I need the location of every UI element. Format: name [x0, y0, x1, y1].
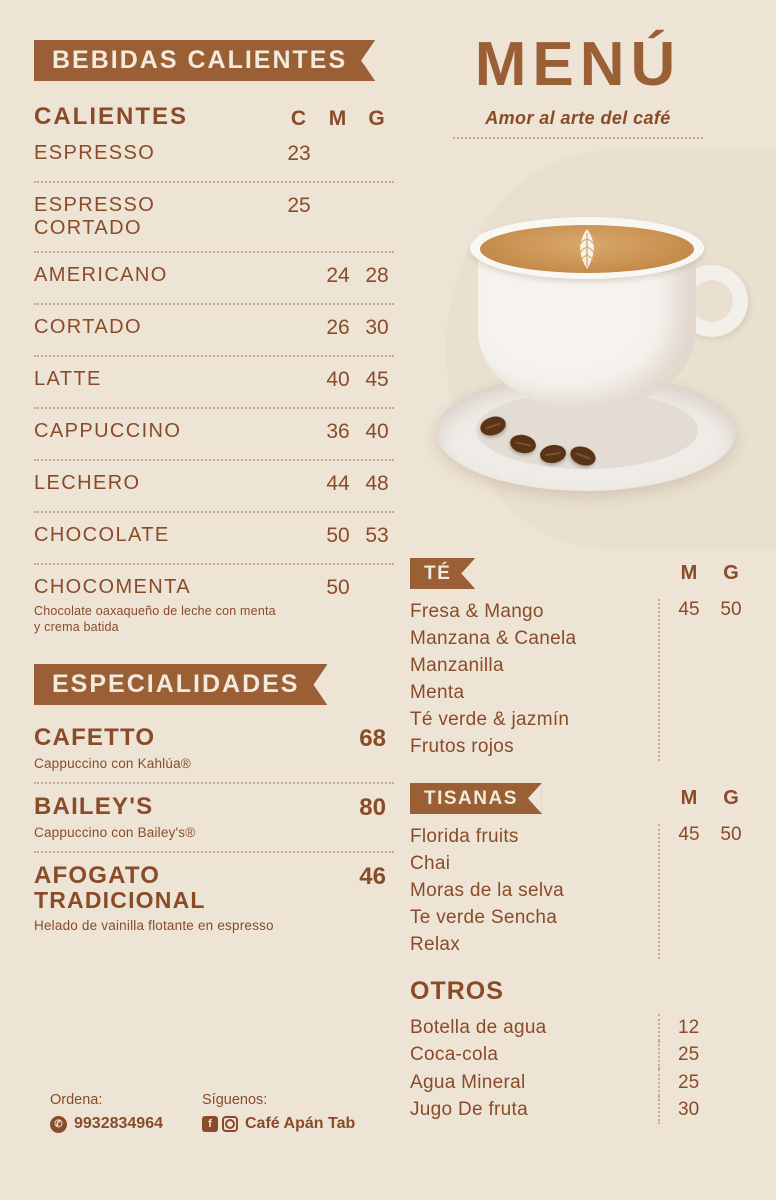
order-label: Ordena:: [50, 1092, 103, 1108]
follow-block: [202, 1092, 390, 1133]
list-item: [410, 1096, 746, 1124]
phone-number: 9932834964: [74, 1115, 163, 1132]
menu-item-row: [34, 131, 394, 183]
price-m: 26: [326, 316, 350, 339]
tisanas-body: [410, 824, 746, 959]
item-name: LECHERO: [34, 472, 141, 494]
price-g: 50: [720, 599, 742, 620]
tisanas-size-columns: [674, 787, 746, 810]
list-item: Manzana & Canela: [410, 627, 577, 649]
size-g: G: [723, 786, 739, 809]
price-g: [360, 142, 394, 166]
price-m: 36: [326, 420, 350, 443]
size-m: M: [328, 107, 348, 130]
divider: [453, 137, 703, 139]
price-m: [321, 142, 355, 166]
price-g: 30: [365, 316, 389, 339]
left-column: [34, 40, 394, 944]
item-prices: [282, 368, 394, 392]
price-c: [282, 524, 316, 548]
item-price: 12: [678, 1016, 700, 1038]
size-m: M: [680, 786, 698, 809]
price-m: 45: [678, 599, 700, 620]
size-m: M: [680, 562, 698, 584]
price-m: 45: [678, 823, 700, 845]
specialty-row: [34, 715, 394, 784]
item-prices: [282, 472, 394, 496]
price-c: 23: [287, 142, 311, 165]
brand-block: [410, 30, 746, 139]
page-title: MENÚ: [474, 30, 682, 99]
item-name: Agua Mineral: [410, 1069, 660, 1097]
item-name: ESPRESSO CORTADO: [34, 194, 156, 239]
price-g: 45: [365, 368, 389, 391]
menu-item-row: [34, 461, 394, 513]
item-name: CHOCOLATE: [34, 524, 170, 546]
item-name: Coca-cola: [410, 1041, 660, 1069]
price-c: 25: [287, 194, 311, 217]
list-item: [410, 1014, 746, 1042]
specialty-name: BAILEY'S Cappuccino con Bailey's®: [34, 794, 334, 842]
list-item: Fresa & Mango: [410, 601, 544, 622]
list-item: [410, 1069, 746, 1097]
menu-item-row: [34, 253, 394, 305]
price-m: 24: [326, 264, 350, 287]
order-block: [50, 1092, 202, 1133]
list-item: Chai: [410, 852, 451, 874]
specialty-price: 68: [359, 725, 386, 753]
menu-item-row: [34, 409, 394, 461]
item-prices: [282, 264, 394, 288]
right-lists: [410, 552, 746, 1124]
specialty-name: CAFETTO Cappuccino con Kahlúa®: [34, 725, 334, 773]
price-g: 28: [365, 264, 389, 287]
list-item: Frutos rojos: [410, 735, 514, 757]
otros-items: [410, 1014, 746, 1124]
item-name: CORTADO: [34, 316, 142, 338]
coffee-cup-illustration: [418, 195, 758, 525]
list-item: [410, 1041, 746, 1069]
tisanas-header: [410, 783, 746, 814]
item-name: CHOCOMENTA Chocolate oaxaqueño de leche con menta y crema batida: [34, 576, 282, 635]
menu-item-row: [34, 183, 394, 253]
specialty-description: Helado de vainilla flotante en espresso: [34, 918, 274, 934]
price-g: [360, 194, 394, 218]
list-item: Moras de la selva: [410, 879, 565, 901]
menu-item-row: [34, 565, 394, 646]
item-name: AMERICANO: [34, 264, 168, 286]
tea-section: [410, 558, 746, 761]
list-item: Relax: [410, 933, 461, 955]
item-description: Chocolate oaxaqueño de leche con menta y crema batida: [34, 604, 276, 634]
specialties-list: [34, 715, 394, 943]
hot-drinks-title: CALIENTES: [34, 103, 189, 130]
item-prices: [282, 194, 394, 218]
specialty-name: AFOGATO TRADICIONAL Helado de vainilla flotante en espresso: [34, 863, 334, 935]
item-name: Jugo De fruta: [410, 1096, 660, 1124]
price-m: 50: [326, 524, 350, 547]
item-name: LATTE: [34, 368, 102, 390]
price-g: 48: [365, 472, 389, 495]
tagline: Amor al arte del café: [485, 108, 671, 128]
social-handle[interactable]: [202, 1115, 390, 1133]
specialty-price: 46: [359, 862, 386, 890]
price-m: 44: [326, 472, 350, 495]
order-phone[interactable]: [50, 1115, 202, 1133]
tisanas-items: [410, 824, 660, 959]
list-item: Menta: [410, 681, 465, 703]
item-prices: [282, 524, 394, 548]
specialty-description: Cappuccino con Bailey's®: [34, 825, 196, 841]
footer-contact: [50, 1092, 390, 1133]
hot-size-columns: [282, 107, 394, 131]
item-price: 25: [678, 1071, 700, 1093]
item-name: CAPPUCCINO: [34, 420, 182, 442]
menu-item-row: [34, 305, 394, 357]
price-g: [360, 576, 394, 600]
latte-art-icon: [566, 227, 608, 271]
item-price: 30: [678, 1099, 700, 1121]
price-c: [282, 420, 316, 444]
menu-item-row: [34, 357, 394, 409]
price-m: 40: [326, 368, 350, 391]
follow-label: Síguenos:: [202, 1092, 268, 1108]
facebook-icon: f: [202, 1116, 218, 1132]
banner-tea: TÉ: [410, 558, 475, 589]
price-c: [282, 576, 316, 600]
hot-drinks-column-header: [34, 103, 394, 131]
specialty-description: Cappuccino con Kahlúa®: [34, 756, 191, 772]
banner-hot-drinks: BEBIDAS CALIENTES: [34, 40, 375, 81]
price-m: [321, 194, 355, 218]
list-item: Manzanilla: [410, 654, 504, 676]
price-g: 40: [365, 420, 389, 443]
tisanas-section: [410, 783, 746, 959]
right-column: [410, 30, 746, 139]
price-c: [282, 368, 316, 392]
menu-item-row: [34, 513, 394, 565]
price-c: [282, 472, 316, 496]
specialty-subtitle: TRADICIONAL: [34, 886, 206, 913]
item-prices: [282, 420, 394, 444]
specialty-price: 80: [359, 793, 386, 821]
price-c: [282, 264, 316, 288]
list-item: Té verde & jazmín: [410, 708, 570, 730]
size-c: C: [290, 107, 308, 130]
hot-drinks-list: [34, 131, 394, 646]
whatsapp-icon: ✆: [50, 1116, 67, 1133]
size-g: G: [723, 562, 739, 584]
tea-prices: [660, 599, 746, 761]
banner-specialties: ESPECIALIDADES: [34, 664, 327, 705]
item-prices: [282, 316, 394, 340]
price-g: 53: [365, 524, 389, 547]
item-price: 25: [678, 1044, 700, 1066]
item-name: ESPRESSO: [34, 142, 156, 164]
item-name: Botella de agua: [410, 1014, 660, 1042]
tea-items: [410, 599, 660, 761]
item-prices: [282, 142, 394, 166]
specialty-row: [34, 853, 394, 944]
specialty-row: [34, 784, 394, 853]
list-item: Te verde Sencha: [410, 906, 558, 928]
price-g: 50: [720, 823, 742, 845]
otros-title: OTROS: [410, 976, 504, 1005]
banner-tisanas: TISANAS: [410, 783, 542, 814]
tea-size-columns: [674, 562, 746, 585]
size-g: G: [368, 107, 386, 130]
tisanas-prices: [660, 824, 746, 959]
tea-body: [410, 599, 746, 761]
social-name: Café Apán Tab: [245, 1115, 356, 1132]
price-m: 50: [326, 576, 350, 599]
list-item: Florida fruits: [410, 825, 519, 847]
otros-section: [410, 977, 746, 1124]
item-prices: [282, 576, 394, 600]
price-c: [282, 316, 316, 340]
tea-header: [410, 558, 746, 589]
instagram-icon: [222, 1116, 238, 1132]
